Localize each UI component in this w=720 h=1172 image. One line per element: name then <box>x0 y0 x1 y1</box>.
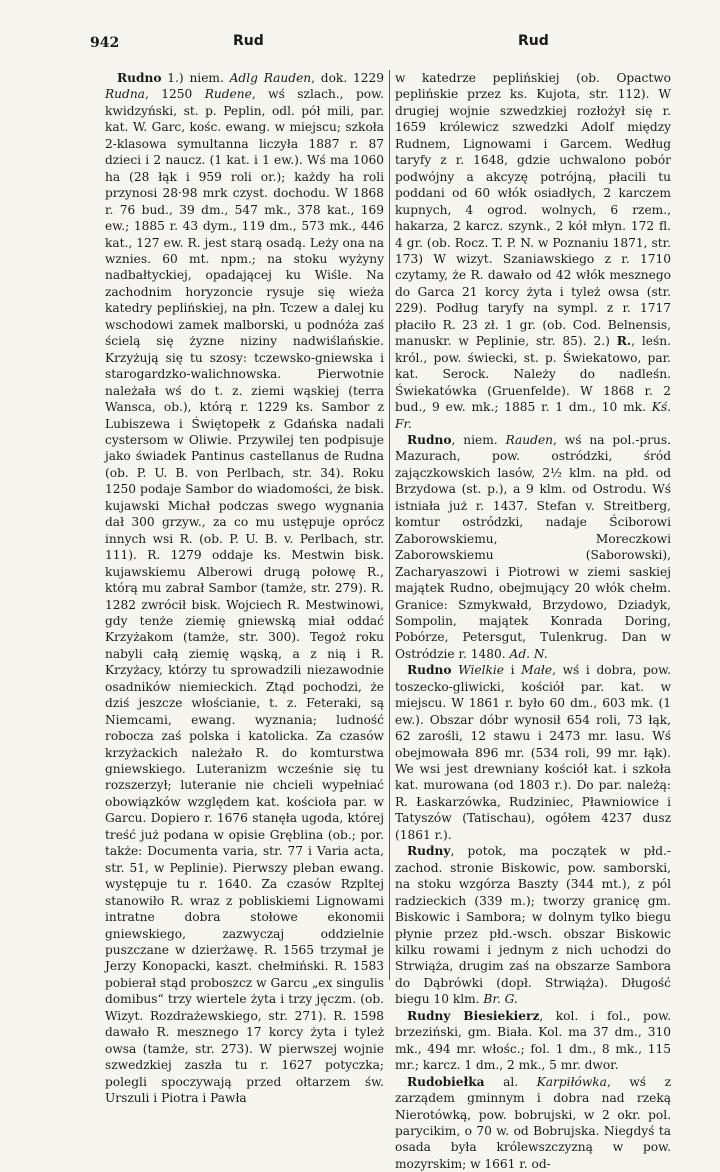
italic-text: Kś. Fr. <box>395 400 671 431</box>
entry-text: , wś i dobra, pow. toszecko-gliwicki, kościół par. kat. w miejscu. W 1861 r. było 60 dm., 603 mk. (1 ew.). Obszar dóbr wynosił 654 roli, 73 łąk, 62 zarośli, 12 stawu i 2473 mr. lasu. Wś obejmowała 896 mr. (534 roli, 99 mr. łąk). We wsi jest drewniany kościół kat. i szkoła kat. murowana (od 1803 r.). Do par. należą: R. Łaskarzówka, Rudziniec, Pławniowice i Tatyszów (Tatischau), ogółem 4237 dusz (1861 r.). <box>395 663 672 842</box>
entry-headword: Rudno <box>407 432 452 447</box>
entry-headword: Rudobiełka <box>407 1074 485 1089</box>
italic-text: Br. G. <box>483 992 518 1007</box>
italic-text: Rudene <box>204 87 252 102</box>
italic-text: Wielkie <box>458 663 504 678</box>
entry-paragraph <box>395 432 671 662</box>
running-head-right: Rud <box>518 33 549 49</box>
italic-text: Adlg Rauden <box>229 71 312 85</box>
entry-text: i <box>503 663 522 678</box>
italic-text: Rauden <box>505 432 554 447</box>
entry-text: , leśn. król., pow. świecki, st. p. Świekatowo, par. kat. Serock. Należy do nadleśn. Świekatówka (Gruenfelde). W 1868 r. 2 bud., 9 ew. mk.; 1885 r. 1 dm., 10 mk. <box>395 334 671 415</box>
entry-text: , wś na pol.-prus. Mazurach, pow. ostródzki, śród zajączkowskich lasów, 2½ klm. na płd. od Brzydowa (st. p.), a 9 klm. od Ostrodu. Wś istniała już r. 1437. Stefan v. Streitberg, komtur ostródzki, nadaje Ściborowi Zaborowskiemu, Moreczkowi Zaborowskiemu (Saborowski), Zacharyaszowi i Piotrowi w ziemi saskiej majątek Rudno, obejmujący 20 włók chełm. Granice: Szmykwałd, Brzydowo, Dziadyk, Sompolin, majątek Konrada Doring, Pobórze, Petersgut, Tulenkrug. Dan w Ostródzie r. 1480. <box>395 432 672 661</box>
entry-headword: Rudno <box>117 71 162 85</box>
entry-text: , 1250 <box>144 87 205 102</box>
entry-text: 1.) niem. <box>161 71 230 85</box>
entry-paragraph <box>395 662 671 843</box>
right-column <box>395 70 672 1171</box>
italic-text: Rudna <box>105 87 145 102</box>
column-divider <box>389 70 390 980</box>
page-number: 942 <box>90 35 120 51</box>
left-column <box>105 70 384 1106</box>
entry-text: , wś szlach., pow. kwidzyński, st. p. Peplin, odl. pół mili, par. kat. W. Garc, kośc. ewang. w miejscu; szkoła 2-klasowa symultanna liczyła 1887 r. 87 dzieci i 2 naucz. (1 kat. i 1 ew.). Wś ma 1060 ha (28 łąk i 959 roli or.); każdy ha roli przynosi 28·98 mrk czyst. dochodu. W 1868 r. 76 bud., 39 dm., 547 mk., 378 kat., 169 ew.; 1885 r. 43 dym., 119 dm., 573 mk., 446 kat., 127 ew. R. jest starą osadą. Leży ona na wznies. 60 mt. npm.; na stoku wyżyny nadbałtyckiej, opadającej ku Wiśle. Na zachodnim horyzoncie rysuje się wieża katedry peplińskiej, na płn. Tczew a dalej ku wschodowi zamek malborski, u podnóża zaś ścielą się żyzne niziny nadwiślańskie. Krzyżują się tu szosy: tczewsko-gniewska i starogardzko-walichnowska. Pierwotnie należała wś do t. z. ziemi wąskiej (terra Wansca, ob.), którą r. 1229 ks. Sambor z Lubiszewa i Świętopełk z Gdańska nadali cystersom w Oliwie. Przywilej ten podpisuje jako świadek Pantinus castellanus de Rudna (ob. P. U. B. von Perlbach, str. 34). Roku 1250 podaje Sambor do wiadomości, że bisk. kujawski Michał podczas swego wygnania dał 300 grzyw., za co mu ustępuje oprócz innych wsi R. (ob. P. U. B. v. Perlbach, str. 111). R. 1279 oddaje ks. Mestwin bisk. kujawskiemu Alberowi drugą połowę R., którą mu zabrał Sambor (tamże, str. 279). R. 1282 zwrócił bisk. Wojciech R. Mestwinowi, gdy tenże ziemię gniewską miał oddać Krzyżakom (tamże, str. 300). Tegoż roku nabyli całą ziemię wąską, a z nią i R. Krzyżacy, którzy tu sprowadzili niezawodnie osadników niemieckich. Ztąd pochodzi, że dziś jeszcze włościanie, t. z. Feteraki, są Niemcami, ewang. wyznania; ludność robocza zaś polska i katolicka. Za czasów krzyżackich należało R. do komturstwa gniewskiego. Luteranizm wcześnie się tu rozszerzył; luteranie nie chcieli wypełniać obowiązków względem kat. kościoła par. w Garcu. Dopiero r. 1676 stanęła ugoda, której treść już podana w opisie Gręblina (ob.; por. także: Documenta varia, str. 77 i Varia acta, str. 51, w Peplinie). Pierwszy pleban ewang. występuje tu r. 1640. Za czasów Rzpltej stanowiło R. wraz z pobliskiemi Lignowami intratne dobra stołowe ekonomii gniewskiego, zazwyczaj oddzielnie puszczane w dzierżawę. R. 1565 trzymał je Jerzy Konopacki, kaszt. chełmiński. R. 1583 pobierał stąd proboszcz w Garcu „ex singulis domibus“ trzy wiertele żyta i trzy jęczm. (ob. Wizyt. Rozdrażewskiego, str. 271). R. 1598 dawało R. mesznego 17 korcy żyta i tyleż owsa (tamże, str. 273). W pierwszej wojnie szwedzkiej zaszła tu r. 1627 potyczka; polegli spoczywają przed ołtarzem św. Urszuli i Piotra i Pawła <box>105 87 384 1106</box>
italic-text: Ad. N. <box>509 646 548 661</box>
entry-headword: Rudny Biesiekierz <box>407 1008 540 1023</box>
italic-text: Karpiłówka <box>536 1074 607 1089</box>
entry-paragraph <box>395 1008 671 1074</box>
entry-paragraph <box>395 843 671 1008</box>
entry-paragraph <box>395 1074 671 1172</box>
entry-headword: R. <box>616 334 632 349</box>
italic-text: Małe <box>521 663 553 678</box>
entry-text: , dok. 1229 <box>311 71 384 85</box>
entry-text: , niem. <box>451 432 506 447</box>
entry-text: , potok, ma początek w płd.-zachod. stronie Biskowic, pow. samborski, na stoku wzgórza Baszty (344 mt.), z pól radzieckich (339 m.); tworzy granicę gm. Biskowic i Sambora; w dolnym tylko biegu płynie przez płd.-wsch. obszar Biskowic kilku rowami i jednym z nich uchodzi do Strwiąża, drugim zaś na obszarze Sambora do Dąbrówki (dopł. Strwiąża). Długość biegu 10 klm. <box>395 844 671 1007</box>
entry-text: w katedrze peplińskiej (ob. Opactwo peplińskie przez ks. Kujota, str. 112). W drugiej wojnie szwedzkiej rozłożył się r. 1659 królewicz szwedzki Adolf między Rudnem, Lignowami i Garcem. Według taryfy z r. 1648, gdzie uchwalono pobór podwójny a akcyzę potrójną, płacili tu poddani od 60 włók osiadłych, 2 karczem kupnych, 4 ogrod. wolnych, 6 rzem., hakarza, 2 karcz. szynk., 2 kół młyn. 172 fl. 4 gr. (ob. Rocz. T. P. N. w Poznaniu 1871, str. 173) W wizyt. Szaniawskiego z r. 1710 czytamy, że R. dawało od 42 włók mesznego do Garca 21 korcy żyta i tyleż owsa (str. 229). Podług taryfy na sympl. z r. 1717 płaciło R. 23 zł. 1 gr. (ob. Cod. Belnensis, manuskr. w Peplinie, str. 85). 2.) <box>395 71 671 349</box>
entry-text: , kol. i fol., pow. brzeziński, gm. Biała. Kol. ma 37 dm., 310 mk., 494 mr. włośc.; fol. 1 dm., 8 mk., 115 mr.; karcz. 1 dm., 2 mk., 5 mr. dwor. <box>395 1008 671 1073</box>
entry-headword: Rudny <box>407 844 451 859</box>
entry-paragraph <box>105 70 384 1107</box>
entry-headword: Rudno <box>407 663 452 678</box>
entry-paragraph <box>395 70 671 432</box>
entry-text: , wś z zarządem gminnym i dobra nad rzeką Nierotówką, pow. bobrujski, w 2 okr. pol. parycikim, o 70 w. od Bobrujska. Niegdyś ta osada była królewszczyzną w pow. mozyrskim; w 1661 r. od- <box>395 1074 671 1171</box>
running-head-left: Rud <box>233 33 264 49</box>
entry-text: al. <box>484 1074 537 1089</box>
